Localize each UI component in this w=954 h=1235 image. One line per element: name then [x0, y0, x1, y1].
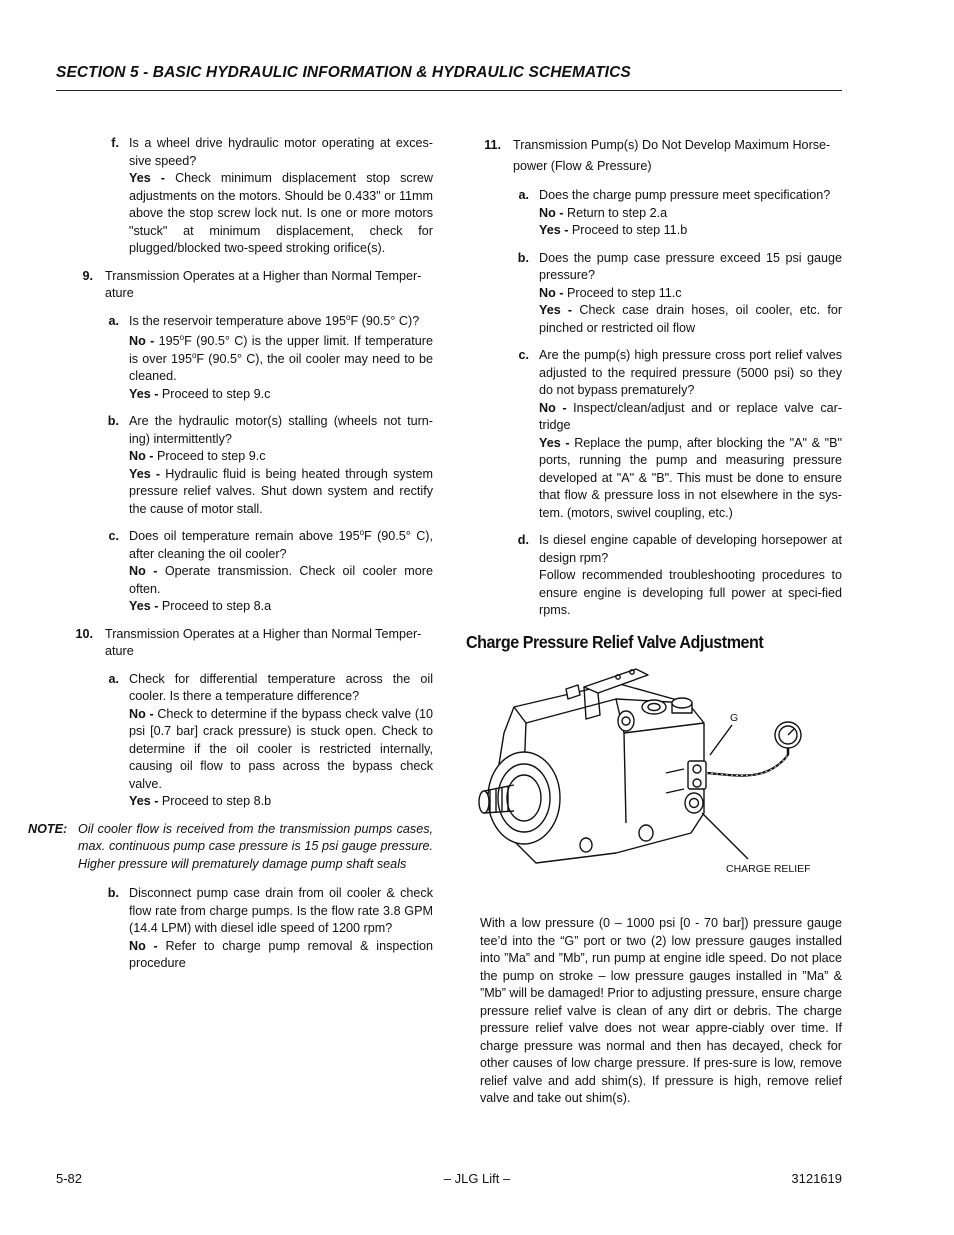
question: Are the pump(s) high pressure cross port relief valves adjusted to the required pressure (5000 psi) so they do not bypass prematurely? — [539, 348, 842, 397]
step-label: b. — [517, 250, 529, 265]
left-column — [28, 135, 434, 983]
right-column — [466, 135, 842, 1108]
pump-figure — [466, 663, 842, 893]
step-11c — [466, 347, 842, 522]
question: Check for differential temperature across the oil cooler. Is there a temperature difference? — [129, 671, 433, 703]
step-9a — [56, 313, 433, 404]
step-label: b. — [107, 414, 119, 428]
step-11a — [466, 187, 842, 240]
yes-label: Yes - — [129, 171, 165, 185]
step-label: b. — [107, 886, 119, 900]
step-label: a. — [518, 188, 529, 202]
yes-answer: Yes - Hydraulic fluid is being heated through system pressure relief valves. Shut down system and rectify the cause of motor stall. — [129, 466, 433, 516]
section-title: Charge Pressure Relief Valve Adjustment — [466, 631, 764, 652]
step-11d — [466, 532, 842, 620]
step-label: f. — [111, 136, 119, 150]
no-answer: No - Proceed to step 9.c — [129, 449, 266, 463]
step-10 — [56, 626, 433, 661]
step-label: c. — [518, 348, 529, 362]
note-label: NOTE: — [28, 821, 68, 836]
pump-illustration — [466, 663, 842, 893]
step-title: Transmission Operates at a Higher than Normal Temper-ature — [105, 626, 422, 658]
footer-center: – JLG Lift – — [443, 1171, 511, 1186]
step-label: c. — [108, 529, 119, 543]
no-answer: No - Inspect/clean/adjust and or replace valve car-tridge — [539, 400, 843, 432]
step-label: a. — [108, 671, 119, 686]
question: Is diesel engine capable of developing horsepower at design rpm? — [539, 533, 842, 565]
question: Does oil temperature remain above 195$^o$F (90.5° C), after cleaning the oil cooler? — [129, 527, 433, 561]
question: Does the pump case pressure exceed 15 psi gauge pressure? — [539, 250, 842, 282]
yes-answer: Yes - Check case drain hoses, oil cooler, etc. for pinched or restricted oil flow — [539, 303, 843, 335]
question: Are the hydraulic motor(s) stalling (wheels not turn-ing) intermittently? — [129, 414, 433, 446]
step-10b — [56, 885, 433, 973]
step-number: 9. — [82, 268, 93, 283]
page-number: 5-82 — [56, 1171, 83, 1186]
step-label: d. — [517, 533, 529, 547]
yes-text: Check minimum displacement stop screw adjustments on the motors. Should be 0.433" or 11mm above the stop screw lock nut. Is one or more motors "stuck" at minimum displacement, check for plugged/blocked two-speed stroking orifice(s). — [129, 171, 434, 255]
step-9b — [56, 413, 433, 518]
step-label: a. — [108, 313, 119, 328]
yes-answer: Yes - Replace the pump, after blocking the "A" & "B" ports, running the pump and measuring pressure developed at "A" & "B". This must be done to ensure that flow & pressure loss in not elsewhere in the sys-tem. (motors, swivel coupling, etc.) — [539, 435, 843, 520]
yes-answer: Yes - Proceed to step 9.c — [129, 386, 271, 401]
label-charge-relief: CHARGE RELIEF — [726, 863, 811, 875]
step-title: Transmission Operates at a Higher than Normal Temper-ature — [105, 268, 422, 300]
yes-answer: Yes - Proceed to step 11.b — [539, 223, 688, 237]
step-f — [56, 135, 433, 258]
procedure-text: Follow recommended troubleshooting procedures to ensure engine is developing full power at speci-fied rpms. — [539, 568, 842, 617]
step-10a — [56, 671, 433, 811]
no-answer: No - Proceed to step 11.c — [539, 285, 682, 300]
adjustment-paragraph: With a low pressure (0 – 1000 psi [0 - 70 bar]) pressure gauge tee’d into the “G” port or two (2) low pressure gauges installed into ”Ma” and ”Mb”, run pump at engine idle speed. Do not place the pump on stroke – low pressure gauges installed in ”Ma” & ”Mb” will be damaged! Prior to adjusting pressure, ensure charge pressure relief valve is clean of any dirt or debris. The charge pressure relief valve does not wear appre-ciably over time. If charge pressure was normal and then has decayed, check for other causes of low charge pressure. If pres-sure is low, remove relief valve and add shim(s). If pressure is high, remove relief valve and take out shim(s). — [480, 916, 842, 1105]
doc-number: 3121619 — [791, 1171, 842, 1186]
section-header: SECTION 5 - BASIC HYDRAULIC INFORMATION & HYDRAULIC SCHEMATICS — [56, 64, 631, 81]
no-answer: No - Return to step 2.a — [539, 205, 668, 220]
question: Is the reservoir temperature above 195$^o$F (90.5° C)? — [129, 312, 420, 328]
step-9 — [56, 268, 433, 303]
no-answer: No - Refer to charge pump removal & inspection procedure — [129, 938, 434, 970]
no-answer: No - 195$^o$F (90.5° C) is the upper limit. If temperature is over 195$^o$F (90.5° C), the oil cooler may need to be cleaned. — [129, 332, 434, 383]
note-text: Oil cooler flow is received from the transmission pumps cases, max. continuous pump case pressure is 15 psi gauge pressure. Higher pressure will prematurely damage pump shaft seals — [78, 821, 433, 871]
no-answer: No - Operate transmission. Check oil cooler more often. — [129, 564, 433, 596]
step-number: 10. — [75, 626, 93, 641]
step-title: Transmission Pump(s) Do Not Develop Maximum Horse-power (Flow & Pressure) — [513, 138, 831, 173]
yes-answer: Yes - Proceed to step 8.a — [129, 599, 272, 613]
question: Is a wheel drive hydraulic motor operating at exces-sive speed? — [129, 136, 433, 168]
yes-answer: Yes - Proceed to step 8.b — [129, 794, 272, 808]
label-g: G — [730, 712, 739, 724]
step-11b — [466, 250, 842, 338]
question: Does the charge pump pressure meet specification? — [539, 188, 831, 202]
step-number: 11. — [484, 138, 501, 152]
step-11 — [466, 135, 842, 177]
step-9c — [56, 528, 433, 616]
question: Disconnect pump case drain from oil cooler & check flow rate from charge pumps. Is the flow rate 3.8 GPM (14.4 LPM) with diesel idle speed of 1200 rpm? — [129, 886, 433, 935]
no-answer: No - Check to determine if the bypass check valve (10 psi [0.7 bar] crack pressure) is stuck open. Check to determine if the oil cooler is restricted internally, causing oil flow to pass across the bypass check valve. — [129, 706, 434, 791]
note — [28, 821, 433, 874]
header-rule — [56, 90, 842, 91]
